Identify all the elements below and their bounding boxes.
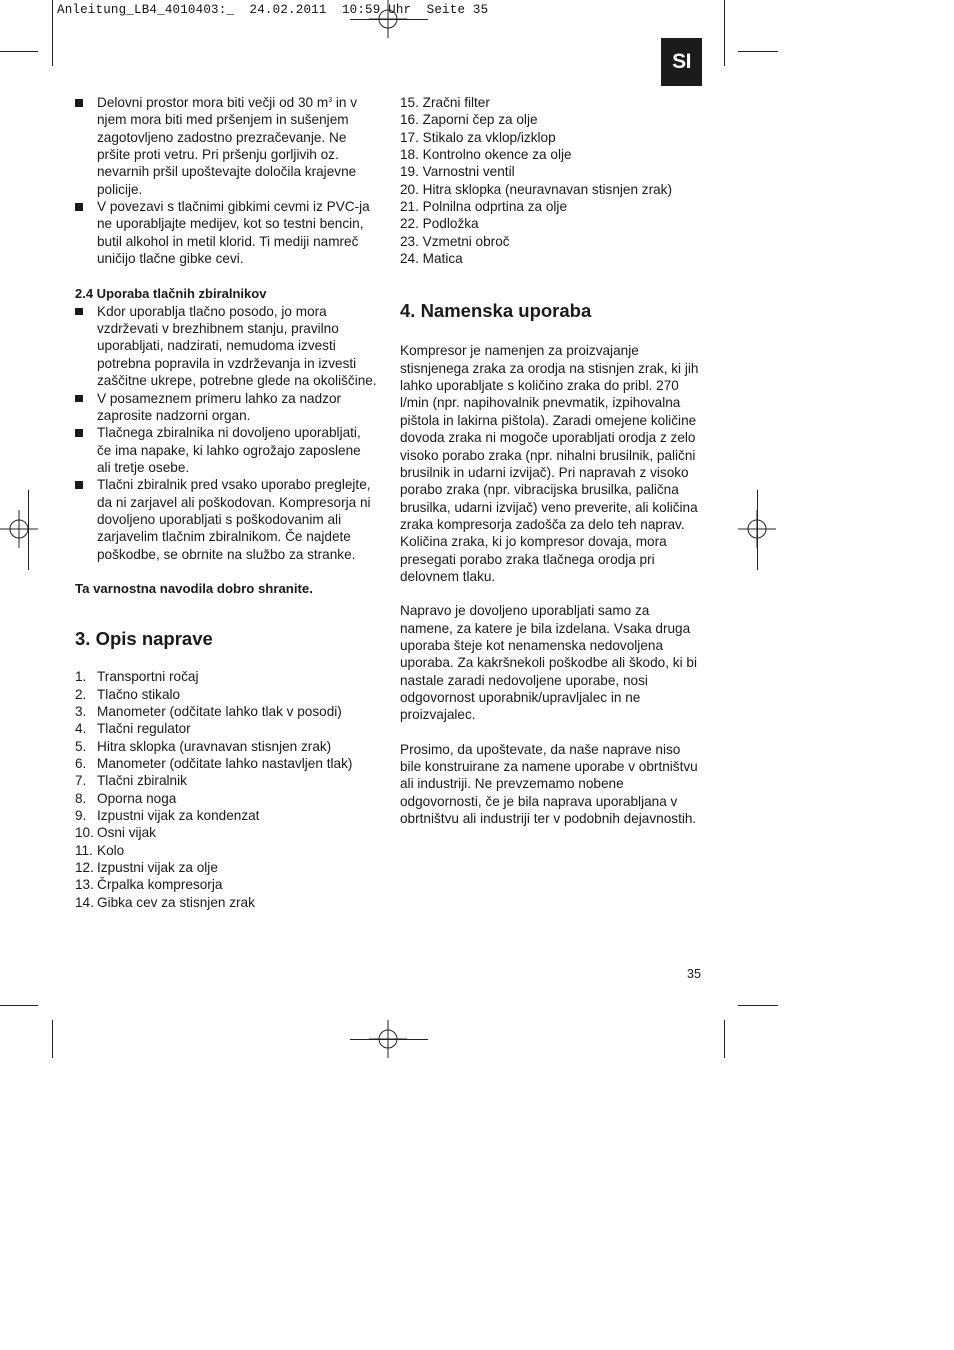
bullet-square-icon xyxy=(75,429,83,437)
bullet-square-icon xyxy=(75,395,83,403)
item-text: Oporna noga xyxy=(97,790,177,806)
item-text: Tlačni zbiralnik xyxy=(97,773,187,789)
print-header: Anleitung_LB4_4010403:_ 24.02.2011 10:59 Uhr Seite 35 xyxy=(57,3,489,17)
item-number: 11. xyxy=(75,842,93,858)
bullet-list xyxy=(75,303,377,563)
item-number: 4. xyxy=(75,721,87,737)
item-number: 12. xyxy=(75,860,94,876)
crop-mark xyxy=(52,1020,53,1058)
list-item: 19. Varnostni ventil xyxy=(400,164,515,180)
list-item xyxy=(75,720,377,737)
list-item xyxy=(75,807,377,824)
item-number: 8. xyxy=(75,790,87,806)
item-text: Izpustni vijak za kondenzat xyxy=(97,808,260,824)
left-column xyxy=(75,94,377,911)
list-item xyxy=(75,876,377,893)
paragraph: Prosimo, da upoštevate, da naše naprave niso bile konstruirane za namene uporabe v obrtništvu ali industriji. Ne prevzemamo nobene odgovornosti, če je bila naprava uporabljana v obrtništvu ali industriji ter v podobnih dejavnostih. xyxy=(400,741,698,827)
item-text: Osni vijak xyxy=(97,825,156,841)
item-number: 6. xyxy=(75,756,87,771)
list-item xyxy=(75,755,377,772)
item-text: Črpalka kompresorja xyxy=(97,877,223,893)
item-number: 5. xyxy=(75,738,87,754)
crop-mark xyxy=(0,51,38,52)
item-text: Izpustni vijak za olje xyxy=(97,860,218,876)
crop-mark xyxy=(724,0,725,66)
list-item: 24. Matica xyxy=(400,251,463,267)
registration-mark-icon xyxy=(0,510,38,548)
list-item: 22. Podložka xyxy=(400,216,479,232)
list-item: 18. Kontrolno okence za olje xyxy=(400,147,572,163)
item-number: 3. xyxy=(75,703,87,719)
parts-list-continued xyxy=(400,94,703,267)
language-badge: SI xyxy=(661,38,702,86)
list-item xyxy=(75,686,377,703)
list-item xyxy=(75,790,377,807)
list-item xyxy=(75,824,377,841)
item-text: Manometer (odčitate lahko nastavljen tlak) xyxy=(97,756,353,771)
list-item: 20. Hitra sklopka (neuravnavan stisnjen zrak) xyxy=(400,181,673,197)
safety-notice: Ta varnostna navodila dobro shranite. xyxy=(75,580,313,596)
item-number: 13. xyxy=(75,877,94,893)
item-number: 9. xyxy=(75,808,87,824)
paragraph: Kompresor je namenjen za proizvajanje stisnjenega zraka za orodja na stisnjen zrak, ki jih lahko uporabljate s količino zraka do pribl. 270 l/min (npr. napihovalnik pnevmatik, izpihovalna pištola in lakirna pištola). Zaradi omejene količine dovoda zraka ni mogoče uporabljati orodja z zelo visoko porabo zraka (npr. nihalni brusilnik, palični brusilnik in udarni izvijač). Pri napravah z visoko porabo zraka (npr. vibracijska brusilka, palična brusilka, udarni izvijač) veno preverite, ali količina zraka kompresorja zadošča za delo teh naprav. Količina zraka, ki jo kompresor dovaja, mora presegati porabo zraka tlačnega orodja pri delovnem tlaku. xyxy=(400,343,699,584)
item-text: Manometer (odčitate lahko tlak v posodi) xyxy=(97,703,342,719)
list-item xyxy=(75,842,377,859)
item-text: Tlačno stikalo xyxy=(97,686,181,702)
page-number: 35 xyxy=(687,967,701,981)
crop-mark xyxy=(724,1020,725,1058)
paragraph: Napravo je dovoljeno uporabljati samo za namene, za katere je bila izdelana. Vsaka druga uporaba šteje kot nenamenska nedovoljena uporaba. Za kakršnekoli poškodbe ali škodo, ki bi nastale zaradi nedovoljene uporabe, nosi odgovornost uporabnik/upravljalec in ne proizvajalec. xyxy=(400,603,697,723)
list-item xyxy=(75,772,377,789)
bullet-square-icon xyxy=(75,203,83,211)
list-item: 15. Zračni filter xyxy=(400,95,490,110)
bullet-item: Delovni prostor mora biti večji od 30 $m^3$ in v njem mora biti med pršenjem in sušenjem zagotovljeno zadostno prezračevanje. Ne pršite proti vetru. Pri pršenju gorljivih oz. nevarnih pršil upoštevajte določila krajevne policije. xyxy=(75,94,377,198)
item-text: Hitra sklopka (uravnavan stisnjen zrak) xyxy=(97,738,332,754)
crop-mark xyxy=(350,1039,428,1040)
item-text: Kolo xyxy=(97,842,125,858)
list-item: 16. Zaporni čep za olje xyxy=(400,112,538,128)
list-item xyxy=(75,703,377,720)
item-number: 14. xyxy=(75,894,94,910)
bullet-item: Kdor uporablja tlačno posodo, jo mora vzdrževati v brezhibnem stanju, pravilno uporabljati, nadzirati, nemudoma izvesti potrebna popravila in vzdrževanja in izvesti zaščitne ukrepe, potrebne glede na okoliščine. xyxy=(75,303,377,390)
list-item: 17. Stikalo za vklop/izklop xyxy=(400,129,556,145)
bullet-item: Tlačni zbiralnik pred vsako uporabo preglejte, da ni zarjavel ali poškodovan. Kompresorja ni dovoljeno uporabljati s poškodovanim ali zarjavelim tlačnim zbiralnikom. Če najdete poškodbe, se obrnite na službo za stranke. xyxy=(75,476,377,563)
list-item xyxy=(75,894,377,911)
subsection-title: 2.4 Uporaba tlačnih zbiralnikov xyxy=(75,286,267,302)
crop-mark xyxy=(738,51,778,52)
bullet-square-icon xyxy=(75,99,83,107)
list-item: 21. Polnilna odprtina za olje xyxy=(400,199,568,215)
item-number: 2. xyxy=(75,686,87,702)
list-item xyxy=(75,738,377,755)
crop-mark xyxy=(757,490,758,570)
body-paragraphs xyxy=(400,342,703,827)
crop-mark xyxy=(52,0,53,66)
list-item xyxy=(75,859,377,876)
item-text: Tlačni regulator xyxy=(97,721,191,737)
list-item: 23. Vzmetni obroč xyxy=(400,233,510,249)
right-column xyxy=(400,94,703,844)
bullet-item: Tlačnega zbiralnika ni dovoljeno uporabljati, če ima napake, ki lahko ogrožajo zaposlene ali tretje osebe. xyxy=(75,424,377,476)
crop-mark xyxy=(28,490,29,570)
item-number: 7. xyxy=(75,773,87,789)
bullet-square-icon xyxy=(75,481,83,489)
section-title: 3. Opis naprave xyxy=(75,628,213,650)
parts-list xyxy=(75,668,377,911)
crop-mark xyxy=(738,1005,778,1006)
crop-mark xyxy=(0,1005,38,1006)
section-title: 4. Namenska uporaba xyxy=(400,300,592,322)
crop-mark xyxy=(350,19,428,20)
superscript: 3 xyxy=(328,97,333,104)
item-number: 10. xyxy=(75,825,94,841)
item-number: 1. xyxy=(75,669,87,685)
item-text: Gibka cev za stisnjen zrak xyxy=(97,894,255,910)
item-text: Transportni ročaj xyxy=(97,669,199,685)
bullet-square-icon xyxy=(75,308,83,316)
bullet-item: V povezavi s tlačnimi gibkimi cevmi iz PVC-ja ne uporabljajte medijev, kot so testni bencin, butil alkohol in metil klorid. Ti mediji namreč uničijo tlačne gibke cevi. xyxy=(75,198,377,267)
bullet-item: V posameznem primeru lahko za nadzor zaprosite nadzorni organ. xyxy=(75,390,377,425)
list-item xyxy=(75,668,377,685)
